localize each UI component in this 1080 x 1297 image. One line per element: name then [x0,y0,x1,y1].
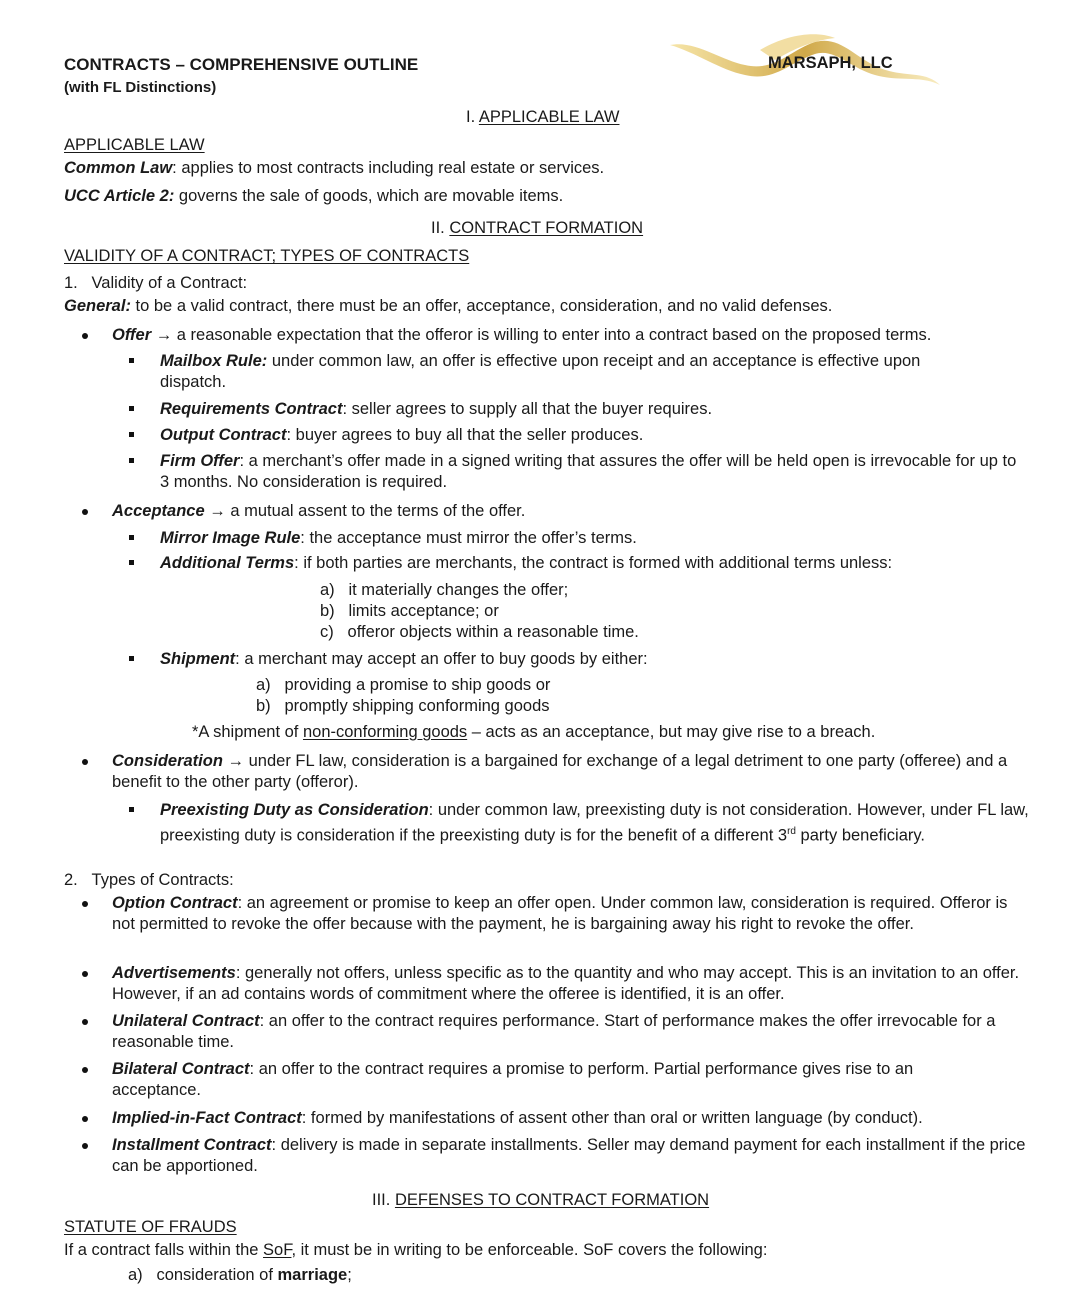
requirements-item [160,399,712,420]
section-title: DEFENSES TO CONTRACT FORMATION [394,1191,710,1209]
general-line [64,296,832,317]
section-number: I. [466,108,476,126]
definition: under FL law, consideration is a bargained for exchange of a legal detriment to one party (offeree) and a benefit to the other party (offeror). [112,752,1008,791]
list-label: Types of Contracts: [91,871,234,889]
term: Unilateral Contract [112,1012,260,1030]
offer-item [112,325,931,346]
definition: a reasonable expectation that the offeror is willing to enter into a contract based on the proposed terms. [176,326,932,344]
advertisements-item [112,963,1032,1005]
definition: under common law, an offer is effective upon receipt and an acceptance is effective upon dispatch. [160,352,921,391]
mailbox-item [160,351,980,393]
bilateral-item [112,1059,992,1101]
sub-heading-validity: VALIDITY OF A CONTRACT; TYPES OF CONTRACTS [64,247,470,265]
bullet-icon [82,333,88,339]
term: Option Contract [112,894,238,912]
bullet-icon [82,1116,88,1122]
installment-item [112,1135,1037,1177]
bullet-icon [82,1019,88,1025]
term: Implied-in-Fact Contract [112,1109,302,1127]
term: General: [64,297,131,315]
definition: : an offer to the contract requires performance. Start of performance makes the offer irrevocable for a reasonable time. [112,1012,996,1051]
consideration-item [112,751,1012,793]
term: Acceptance [112,502,205,520]
additional-terms-a [320,580,568,601]
section-title: APPLICABLE LAW [478,108,620,126]
bullet-icon [82,901,88,907]
square-bullet-icon [129,535,134,540]
arrow-icon: → [222,752,249,770]
term: Preexisting Duty as Consideration [160,801,429,819]
section-number: II. [431,219,445,237]
additional-terms-c [320,622,639,643]
bullet-icon [82,971,88,977]
section-title: CONTRACT FORMATION [449,219,644,237]
definition: governs the sale of goods, which are movable items. [174,187,564,205]
definition: : an agreement or promise to keep an offer open. Under common law, consideration is required. Offeror is not permitted to revoke the offer because with the payment, he is bargaining away his right to revoke the offer. [112,894,1008,933]
list-text: it materially changes the offer; [348,581,569,599]
definition: a mutual assent to the terms of the offer. [230,502,526,520]
list-text: limits acceptance; or [348,602,499,620]
sof-abbrev: SoF [263,1241,292,1259]
list-letter: a) [256,676,271,694]
shipment-b [256,696,550,717]
acceptance-item [112,501,525,522]
definition: : seller agrees to supply all that the buyer requires. [342,400,713,418]
list-text: offeror objects within a reasonable time. [347,623,639,641]
definition: : a merchant may accept an offer to buy goods by either: [235,650,648,668]
bullet-icon [82,509,88,515]
definition: party beneficiary. [795,826,925,845]
term: Consideration [112,752,223,770]
definition: : delivery is made in separate installments. Seller may demand payment for each installment if the price can be apportioned. [112,1136,1026,1175]
company-name: MARSAPH, LLC [768,54,893,72]
sof-intro [64,1240,767,1261]
list-letter: a) [128,1266,143,1284]
term: Mailbox Rule: [160,352,268,370]
list-text: consideration of [156,1266,278,1284]
term: Common Law [64,159,173,177]
list-label: Validity of a Contract: [91,274,248,292]
definition: : buyer agrees to buy all that the seller produces. [286,426,644,444]
arrow-icon: → [151,326,177,344]
square-bullet-icon [129,432,134,437]
implied-in-fact-item [112,1108,923,1129]
output-item [160,425,643,446]
term: UCC Article 2: [64,187,175,205]
bullet-icon [82,759,88,765]
definition: : applies to most contracts including real estate or services. [172,159,605,177]
preexisting-duty-item [160,800,1030,847]
note-text: – acts as an acceptance, but may give rise to a breach. [467,723,876,741]
document-subtitle: (with FL Distinctions) [64,79,217,96]
superscript: rd [787,826,796,837]
square-bullet-icon [129,656,134,661]
list-bold-text: marriage [277,1266,348,1284]
sub-heading-applicable-law: APPLICABLE LAW [64,136,205,154]
definition: : the acceptance must mirror the offer’s terms. [300,529,637,547]
section-heading-applicable-law [466,107,619,128]
option-contract-item [112,893,1012,935]
definition: to be a valid contract, there must be an offer, acceptance, consideration, and no valid defenses. [130,297,833,315]
shipment-note [192,722,875,743]
sof-item-a [128,1265,352,1286]
bullet-icon [82,1143,88,1149]
term: Offer [112,326,152,344]
definition: : if both parties are merchants, the contract is formed with additional terms unless: [294,554,893,572]
arrow-icon: → [204,502,231,520]
list-number: 2. [64,871,78,889]
list-text: promptly shipping conforming goods [284,697,550,715]
square-bullet-icon [129,807,134,812]
definition: : a merchant’s offer made in a signed writing that assures the offer will be held open is irrevocable for up to 3 months. No consideration is required. [160,452,1017,491]
term: Firm Offer [160,452,240,470]
shipment-a [256,675,550,696]
list-letter: c) [320,623,334,641]
definition: : under common law, preexisting duty is not consideration. However, under FL law, preexisting duty is consideration if the preexisting duty is for the benefit of a different 3 [160,801,1029,845]
unilateral-item [112,1011,1032,1053]
definition: : formed by manifestations of assent other than oral or written language (by conduct). [301,1109,923,1127]
term: Shipment [160,650,236,668]
square-bullet-icon [129,406,134,411]
additional-terms-b [320,601,499,622]
note-text: *A shipment of [192,723,303,741]
firm-offer-item [160,451,1030,493]
document-title: CONTRACTS – COMPREHENSIVE OUTLINE [64,55,419,74]
list-text: providing a promise to ship goods or [284,676,551,694]
sof-text: If a contract falls within the [64,1241,264,1259]
term: Bilateral Contract [112,1060,250,1078]
term: Advertisements [112,964,236,982]
term: Installment Contract [112,1136,272,1154]
mirror-image-item [160,528,637,549]
ucc-line [64,186,563,207]
additional-terms-item [160,553,892,574]
square-bullet-icon [129,458,134,463]
square-bullet-icon [129,358,134,363]
section-number: III. [372,1191,391,1209]
sub-heading-statute-of-frauds: STATUTE OF FRAUDS [64,1218,237,1236]
definition: : an offer to the contract requires a promise to perform. Partial performance gives rise to an acceptance. [112,1060,914,1099]
term: Output Contract [160,426,287,444]
list-number: 1. [64,274,78,292]
shipment-item [160,649,648,670]
note-underlined: non-conforming goods [302,723,468,741]
term: Requirements Contract [160,400,343,418]
types-heading [64,870,234,891]
validity-heading [64,273,247,294]
list-text: ; [347,1266,352,1284]
list-letter: b) [256,697,271,715]
section-heading-defenses [372,1190,709,1211]
square-bullet-icon [129,560,134,565]
list-letter: a) [320,581,335,599]
bullet-icon [82,1067,88,1073]
list-letter: b) [320,602,335,620]
term: Additional Terms [160,554,295,572]
term: Mirror Image Rule [160,529,301,547]
definition: : generally not offers, unless specific as to the quantity and who may accept. This is an invitation to an offer. However, if an ad contains words of commitment where the offeree is identified, it is an offer. [112,964,1020,1003]
sof-text: , it must be in writing to be enforceable. SoF covers the following: [291,1241,768,1259]
section-heading-contract-formation [431,218,643,239]
common-law-line [64,158,604,179]
